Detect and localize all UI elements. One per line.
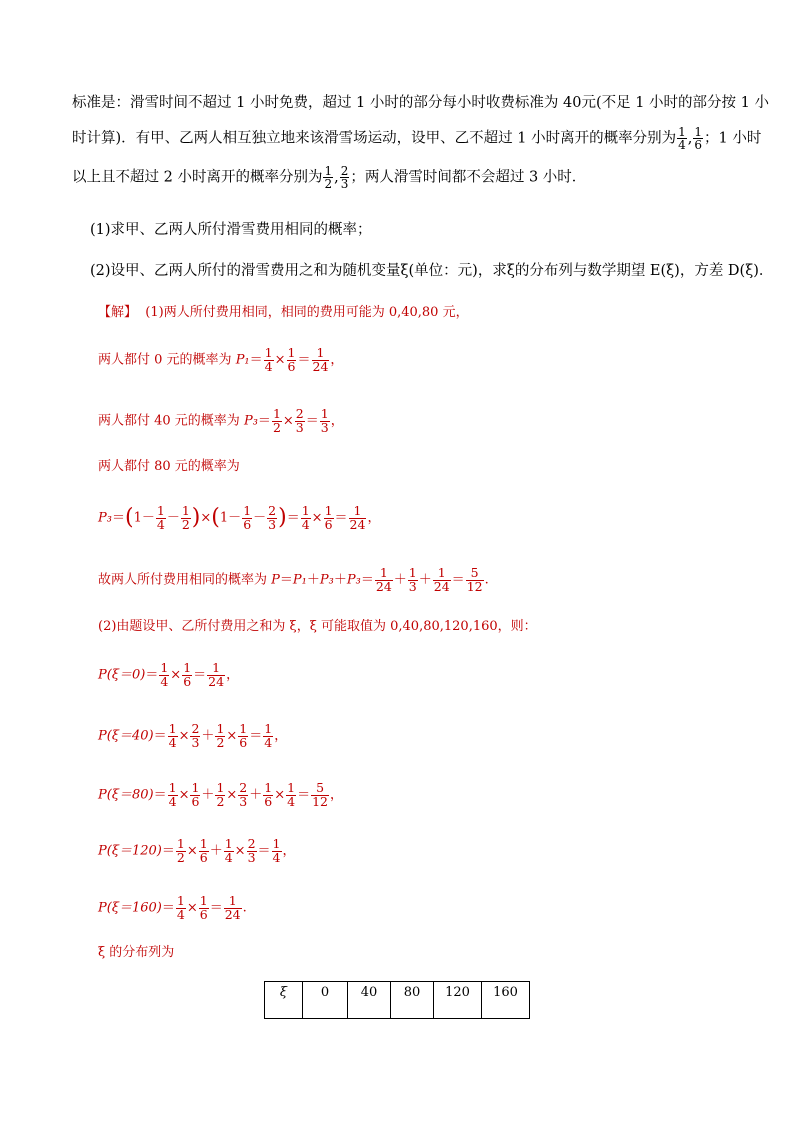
fraction: $\frac{1}{6}$ bbox=[694, 125, 702, 152]
solution-line-3: 两人都付 40 元的概率为 P₃＝ $\frac{1}{2}$ × $\frac{2}{3}$ ＝ $\frac{1}{3}$ ， bbox=[98, 406, 344, 435]
prob-xi-120: P(ξ＝120)＝ $\frac{1}{2}$ × $\frac{1}{6}$ ＋ $\frac{1}{4}$ × $\frac{2}{3}$ ＝ $\frac{1}{4}$ ， bbox=[98, 836, 296, 865]
table-row bbox=[265, 982, 530, 1019]
distribution-label: ξ 的分布列为 bbox=[98, 945, 175, 960]
prob-xi-80: P(ξ＝80)＝ $\frac{1}{4}$ × $\frac{1}{6}$ ＋ $\frac{1}{2}$ × $\frac{2}{3}$ ＋ $\frac{1}{6}$ × $\frac{1}{4}$ ＝ $\frac{5}{12}$ ， bbox=[98, 780, 344, 809]
fraction: $\frac{1}{2}$ bbox=[324, 164, 333, 191]
problem-line-1: 标准是：滑雪时间不超过 1 小时免费，超过 1 小时的部分每小时收费标准为 40元(不足 1 小时的部分按 1 小 bbox=[72, 95, 769, 111]
distribution-table bbox=[264, 981, 530, 1019]
table-cell: ξ bbox=[265, 982, 303, 1019]
question-1: (1)求甲、乙两人所付滑雪费用相同的概率； bbox=[90, 222, 372, 238]
solution-line-6: 故两人所付费用相同的概率为 P＝P₁＋P₃＋P₃＝ $\frac{1}{24}$ ＋ $\frac{1}{3}$ ＋ $\frac{1}{24}$ ＝ $\frac{5}{12}$ . bbox=[98, 565, 489, 594]
table-cell: 40 bbox=[348, 982, 391, 1019]
question-2: (2)设甲、乙两人所付的滑雪费用之和为随机变量ξ(单位：元)，求ξ的分布列与数学期望 E(ξ)，方差 D(ξ)． bbox=[90, 263, 774, 279]
solution-tag: 【解】 bbox=[98, 305, 138, 320]
prob-xi-40: P(ξ＝40)＝ $\frac{1}{4}$ × $\frac{2}{3}$ ＋ $\frac{1}{2}$ × $\frac{1}{6}$ ＝ $\frac{1}{4}$ ， bbox=[98, 721, 288, 750]
solution-line-1: 【解】 (1)两人所付费用相同，相同的费用可能为 0,40,80 元， bbox=[98, 305, 469, 320]
solution-line-5: P₃＝(1－ $\frac{1}{4}$ － $\frac{1}{2}$ )×(1－ $\frac{1}{6}$ － $\frac{2}{3}$ )＝ $\frac{1}{4}$ × $\frac{1}{6}$ ＝ $\frac{1}{24}$ ， bbox=[98, 503, 381, 532]
prob-xi-0: P(ξ＝0)＝ $\frac{1}{4}$ × $\frac{1}{6}$ ＝ $\frac{1}{24}$ ， bbox=[98, 660, 240, 689]
problem-line-2: 时计算)．有甲、乙两人相互独立地来该滑雪场运动，设甲、乙不超过 1 小时离开的概率分别为 $\frac{1}{4}$ , $\frac{1}{6}$ ；1 小时 bbox=[72, 125, 762, 152]
table-cell: 160 bbox=[482, 982, 530, 1019]
prob-xi-160: P(ξ＝160)＝ $\frac{1}{4}$ × $\frac{1}{6}$ ＝ $\frac{1}{24}$ . bbox=[98, 893, 247, 922]
fraction: $\frac{1}{4}$ bbox=[678, 125, 686, 152]
table-cell: 0 bbox=[303, 982, 348, 1019]
table-cell: 80 bbox=[391, 982, 434, 1019]
solution-line-7: (2)由题设甲、乙所付费用之和为 ξ，ξ 可能取值为 0,40,80,120,160，则： bbox=[98, 619, 537, 634]
table-cell: 120 bbox=[434, 982, 482, 1019]
fraction: $\frac{2}{3}$ bbox=[340, 164, 349, 191]
problem-line-3: 以上且不超过 2 小时离开的概率分别为 $\frac{1}{2}$ , $\frac{2}{3}$ ；两人滑雪时间都不会超过 3 小时． bbox=[72, 164, 587, 191]
solution-line-4: 两人都付 80 元的概率为 bbox=[98, 459, 240, 474]
solution-line-2: 两人都付 0 元的概率为 P₁＝ $\frac{1}{4}$ × $\frac{1}{6}$ ＝ $\frac{1}{24}$ ， bbox=[98, 345, 344, 374]
